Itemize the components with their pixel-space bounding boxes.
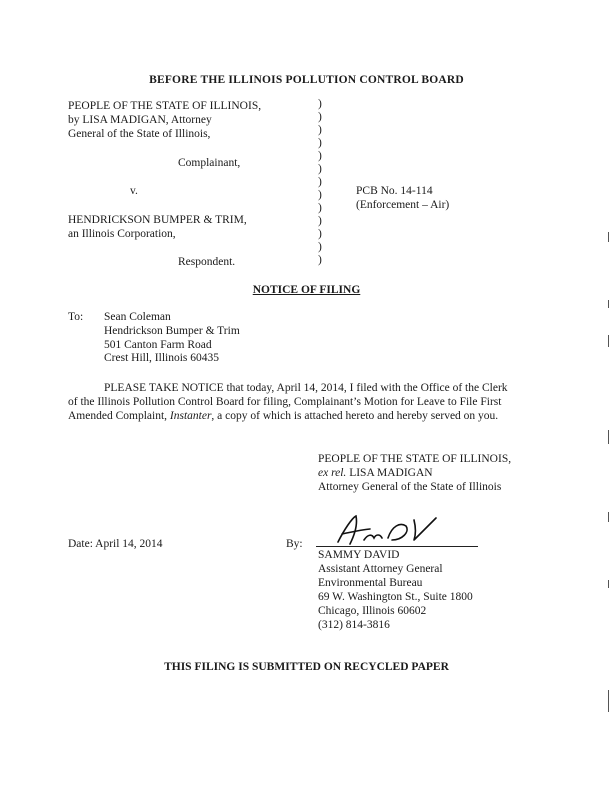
paren: ) xyxy=(318,137,322,149)
signer-block xyxy=(318,548,473,632)
signer-title: Assistant Attorney General xyxy=(318,563,443,575)
paren: ) xyxy=(318,124,322,136)
party-line: PEOPLE OF THE STATE OF ILLINOIS, xyxy=(318,453,512,465)
paren: ) xyxy=(318,228,322,240)
scan-mark xyxy=(608,335,609,347)
madigan-text: LISA MADIGAN xyxy=(346,467,433,479)
caption-parentheses xyxy=(318,98,328,267)
body-line-2: of the Illinois Pollution Control Board for filing, Complainant’s Motion for Leave to File First xyxy=(68,396,502,408)
paren: ) xyxy=(318,241,322,253)
plaintiff-line: by LISA MADIGAN, Attorney xyxy=(68,114,212,126)
recipient-block xyxy=(104,310,240,365)
recipient-line: Hendrickson Bumper & Trim xyxy=(104,324,240,337)
recycled-paper-footer: THIS FILING IS SUBMITTED ON RECYCLED PAPER xyxy=(164,661,449,673)
ex-rel-text: ex rel. xyxy=(318,467,347,479)
signature-party xyxy=(318,452,511,494)
paren: ) xyxy=(318,215,322,227)
respondent-label: Respondent. xyxy=(178,256,236,268)
paren: ) xyxy=(318,163,322,175)
paren: ) xyxy=(318,111,322,123)
plaintiff-block xyxy=(68,99,261,141)
respondent-line: an Illinois Corporation, xyxy=(68,228,176,240)
plaintiff-line: PEOPLE OF THE STATE OF ILLINOIS, xyxy=(68,100,262,112)
party-line xyxy=(318,466,511,480)
respondent-block xyxy=(68,213,247,241)
body-line-1: PLEASE TAKE NOTICE that today, April 14, 2014, I filed with the Office of the Clerk xyxy=(104,382,508,394)
scan-mark xyxy=(608,300,609,308)
court-heading: BEFORE THE ILLINOIS POLLUTION CONTROL BOARD xyxy=(149,74,464,86)
versus-label: v. xyxy=(130,185,138,197)
by-label: By: xyxy=(286,538,303,550)
case-type: (Enforcement – Air) xyxy=(356,199,450,211)
recipient-line: Crest Hill, Illinois 60435 xyxy=(104,352,219,365)
plaintiff-line: General of the State of Illinois, xyxy=(68,128,211,140)
pcb-number: PCB No. 14-114 xyxy=(356,185,433,197)
to-label: To: xyxy=(68,311,84,323)
scan-mark xyxy=(608,580,609,588)
body-text: , a copy of which is attached hereto and hereby served on you. xyxy=(211,410,499,422)
scan-mark xyxy=(608,690,609,712)
signer-bureau: Environmental Bureau xyxy=(318,577,423,589)
paren: ) xyxy=(318,202,322,214)
paren: ) xyxy=(318,150,322,162)
signer-city: Chicago, Illinois 60602 xyxy=(318,605,427,617)
date-line: Date: April 14, 2014 xyxy=(68,538,163,550)
recipient-line: 501 Canton Farm Road xyxy=(104,338,212,351)
paren: ) xyxy=(318,254,322,266)
signer-name: SAMMY DAVID xyxy=(318,549,400,561)
complainant-label: Complainant, xyxy=(178,157,241,169)
paren: ) xyxy=(318,98,322,110)
notice-title: NOTICE OF FILING xyxy=(252,284,361,296)
body-line-3 xyxy=(68,409,498,423)
paren: ) xyxy=(318,189,322,201)
signer-address: 69 W. Washington St., Suite 1800 xyxy=(318,591,473,603)
signature-line xyxy=(316,546,478,547)
body-text: Amended Complaint, xyxy=(68,410,170,422)
handwritten-signature-icon xyxy=(330,512,440,548)
instanter-text: Instanter xyxy=(169,410,212,422)
paren: ) xyxy=(318,176,322,188)
respondent-line: HENDRICKSON BUMPER & TRIM, xyxy=(68,214,247,226)
party-line: Attorney General of the State of Illinois xyxy=(318,481,502,493)
signer-phone: (312) 814-3816 xyxy=(318,619,390,631)
scan-mark xyxy=(608,232,609,242)
scan-mark xyxy=(608,430,609,444)
scan-mark xyxy=(608,512,609,522)
recipient-line: Sean Coleman xyxy=(104,311,171,323)
